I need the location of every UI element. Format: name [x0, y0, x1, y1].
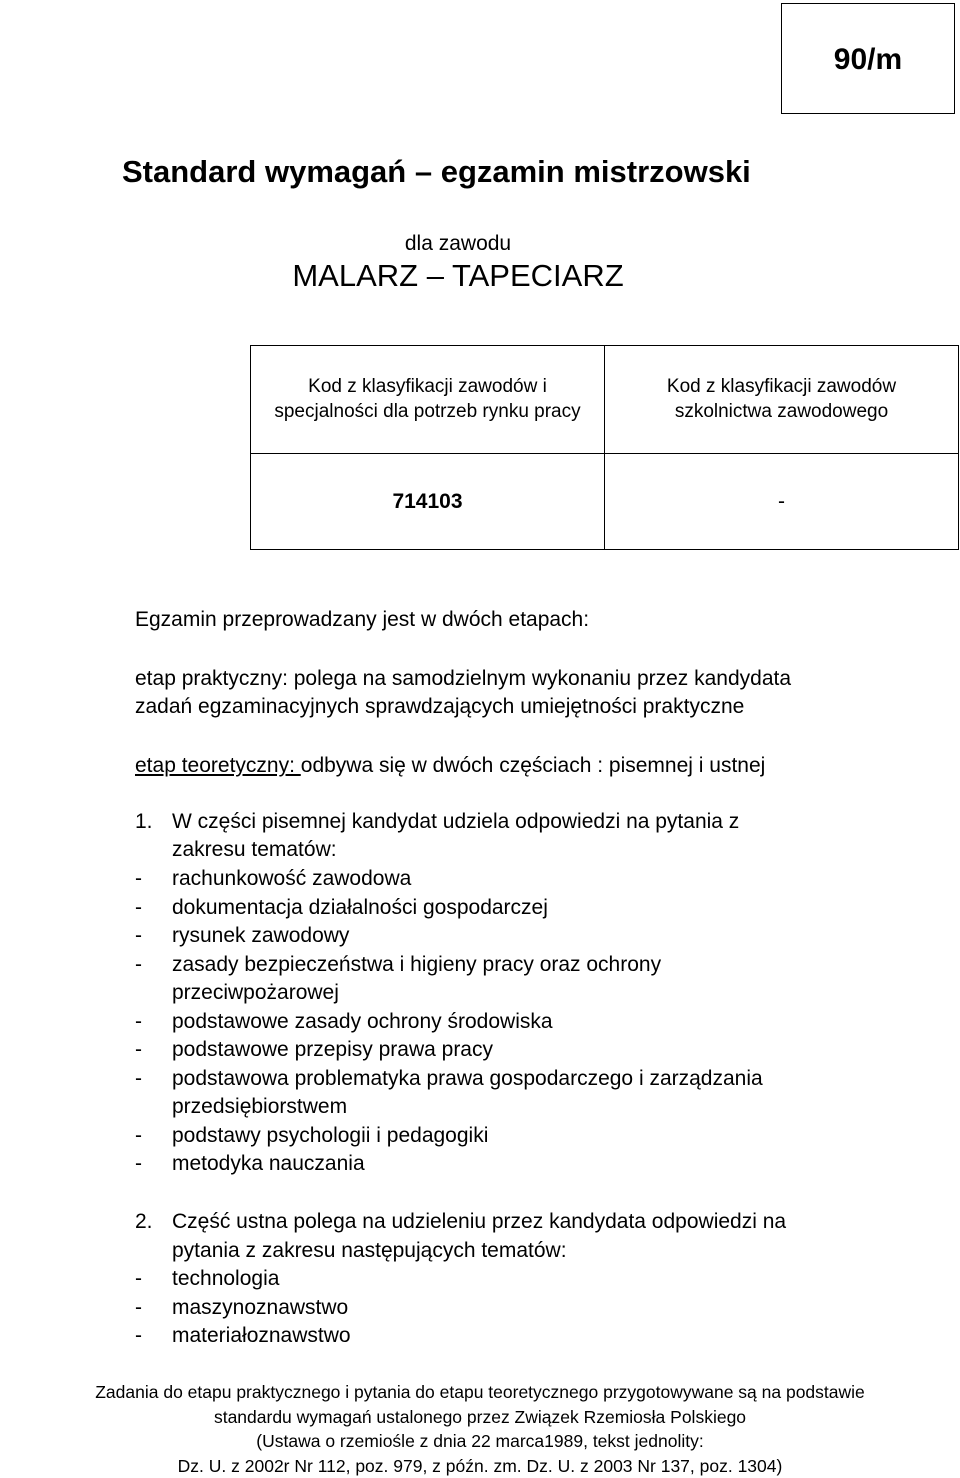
bullet-dash: - [135, 1296, 142, 1319]
written-topic [135, 865, 411, 894]
bullet-dash: - [135, 896, 142, 919]
footer-line: standardu wymagań ustalonego przez Związek Rzemiosła Polskiego [213, 1406, 747, 1427]
written-topic-label: rachunkowość zawodowa [172, 867, 412, 890]
theoretical-stage-text: odbywa się w dwóch częściach : pisemnej i ustnej [300, 754, 766, 777]
written-topic-label: podstawowe zasady ochrony środowiska [172, 1010, 553, 1033]
oral-topic [135, 1322, 351, 1351]
written-topic-label: podstawowa problematyka prawa gospodarczego i zarządzania [172, 1067, 763, 1090]
document-code-box [781, 3, 955, 114]
written-topic-label: zasady bezpieczeństwa i higieny pracy oraz ochrony [172, 953, 662, 976]
written-part-line1: W części pisemnej kandydat udziela odpowiedzi na pytania z [172, 810, 740, 833]
footer-line: Zadania do etapu praktycznego i pytania do etapu teoretycznego przygotowywane są na podstawie [95, 1382, 865, 1402]
bullet-dash: - [135, 1267, 142, 1290]
bullet-dash: - [135, 1067, 142, 1090]
classification-value-market: 714103 [251, 454, 605, 550]
written-topic-label: rysunek zawodowy [172, 924, 350, 947]
classification-header-school [605, 346, 959, 454]
oral-part-number: 2. [135, 1210, 153, 1233]
written-part-line2: zakresu tematów: [172, 838, 337, 861]
bullet-dash: - [135, 1324, 142, 1347]
written-topic [135, 1150, 365, 1179]
oral-part-line1: Część ustna polega na udzieleniu przez kandydata odpowiedzi na [172, 1210, 787, 1233]
profession-name: MALARZ – TAPECIARZ [292, 258, 624, 293]
written-topic-label: metodyka nauczania [172, 1152, 365, 1175]
document-title: Standard wymagań – egzamin mistrzowski [122, 154, 751, 189]
written-part-number: 1. [135, 810, 153, 833]
written-topic-label: podstawowe przepisy prawa pracy [172, 1038, 493, 1061]
oral-topic [135, 1265, 279, 1294]
written-topic [135, 1036, 493, 1065]
classification-table [250, 345, 959, 550]
bullet-dash: - [135, 924, 142, 947]
written-topic [135, 951, 661, 980]
written-topic-continuation: przeciwpożarowej [172, 981, 339, 1004]
classification-header-market-line1: Kod z klasyfikacji zawodów i [308, 375, 547, 397]
theoretical-stage [135, 752, 765, 780]
legal-footer [0, 1380, 960, 1478]
oral-topic-label: materiałoznawstwo [172, 1324, 351, 1347]
written-topic [135, 1122, 488, 1151]
footer-line: (Ustawa o rzemiośle z dnia 22 marca1989, tekst jednolity: [256, 1431, 704, 1451]
oral-part-line2: pytania z zakresu następujących tematów: [172, 1239, 567, 1262]
written-topic [135, 894, 548, 923]
document-subtitle: dla zawodu [404, 232, 512, 255]
theoretical-stage-label: etap teoretyczny: [135, 754, 301, 777]
classification-header-school-line1: Kod z klasyfikacji zawodów [666, 375, 897, 397]
classification-header-row [251, 346, 959, 454]
document-code: 90/m [833, 42, 903, 76]
oral-topic-label: technologia [172, 1267, 280, 1290]
exam-intro: Egzamin przeprowadzany jest w dwóch etapach: [135, 608, 590, 631]
classification-header-market [251, 346, 605, 454]
written-topic-continuation: przedsiębiorstwem [172, 1095, 348, 1118]
bullet-dash: - [135, 1038, 142, 1061]
written-topic-label: podstawy psychologii i pedagogiki [172, 1124, 489, 1147]
bullet-dash: - [135, 953, 142, 976]
bullet-dash: - [135, 1124, 142, 1147]
written-topic [135, 922, 349, 951]
bullet-dash: - [135, 1010, 142, 1033]
written-topic [135, 1008, 553, 1037]
practical-stage-line2: zadań egzaminacyjnych sprawdzających umiejętności praktyczne [135, 695, 745, 718]
practical-stage-line1: etap praktyczny: polega na samodzielnym wykonaniu przez kandydata [135, 667, 792, 690]
classification-header-school-line2: szkolnictwa zawodowego [674, 400, 889, 422]
bullet-dash: - [135, 1152, 142, 1175]
bullet-dash: - [135, 867, 142, 890]
oral-topic [135, 1294, 348, 1323]
classification-value-school: - [605, 454, 959, 550]
oral-topic-label: maszynoznawstwo [172, 1296, 349, 1319]
classification-value-row [251, 454, 959, 550]
footer-line: Dz. U. z 2002r Nr 112, poz. 979, z późn. zm. Dz. U. z 2003 Nr 137, poz. 1304) [177, 1455, 783, 1476]
written-topic [135, 1065, 763, 1094]
classification-header-market-line2: specjalności dla potrzeb rynku pracy [274, 400, 581, 422]
written-topic-label: dokumentacja działalności gospodarczej [172, 896, 548, 919]
